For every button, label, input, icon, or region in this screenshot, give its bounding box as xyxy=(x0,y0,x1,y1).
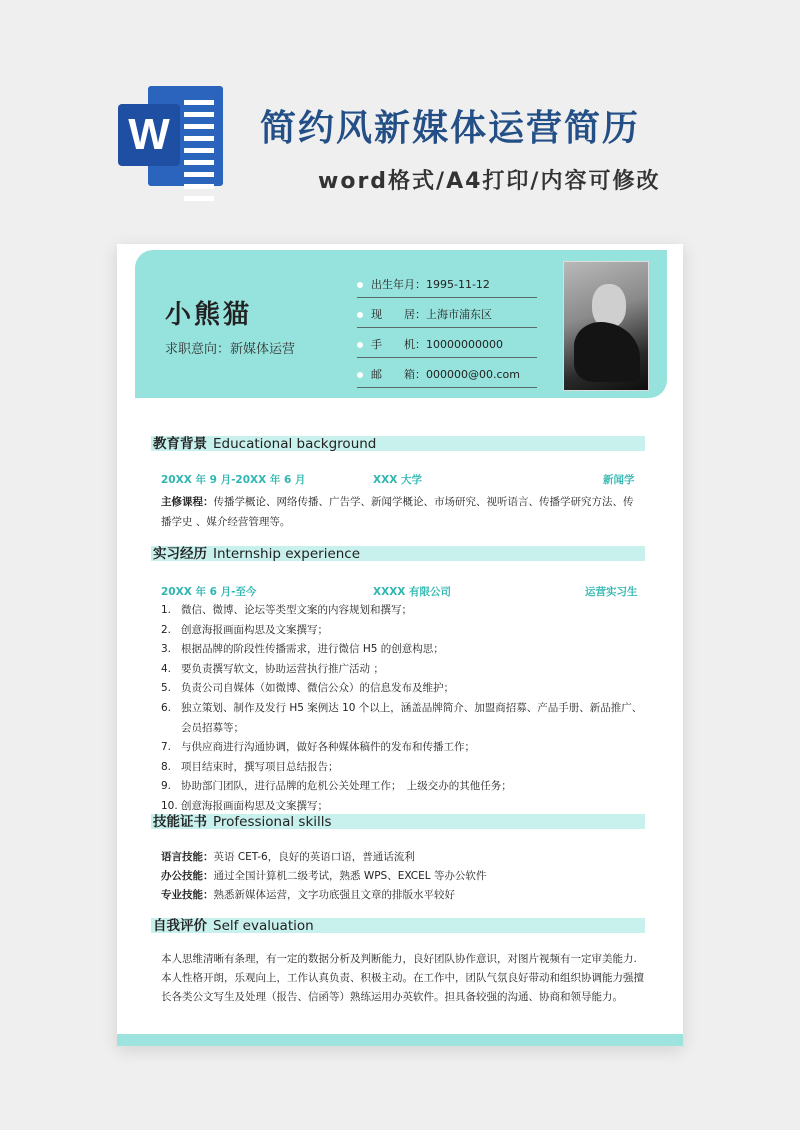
bullet-dot-icon xyxy=(357,312,363,318)
banner-title: 简约风新媒体运营简历 xyxy=(260,108,641,149)
list-item: 2. 创意海报画面构思及文案撰写； xyxy=(161,623,328,636)
list-item: 10. 创意海报画面构思及文案撰写； xyxy=(161,799,328,812)
list-item: 5. 负责公司自媒体（如微博、微信公众）的信息发布及维护； xyxy=(161,682,454,695)
internship-duties xyxy=(161,601,645,817)
banner-subtitle: word格式/A4打印/内容可修改 xyxy=(318,169,661,194)
internship-role: 运营实习生 xyxy=(585,586,638,598)
education-courses: 主修课程：传播学概论、网络传播、广告学、新闻学概论、市场研究、视听语言、传播学研究方法、传 播学史 、媒介经营管理等。 xyxy=(161,496,634,528)
list-item: 7. 与供应商进行沟通协调，做好各种媒体稿件的发布和传播工作； xyxy=(161,741,475,754)
education-date: 20XX 年 9 月-20XX 年 6 月 xyxy=(161,474,306,486)
info-address: 现 居：上海市浦东区 xyxy=(357,302,537,328)
skill-row: 语言技能：英语 CET-6，良好的英语口语，普通话流利 xyxy=(161,851,415,863)
education-school: XXX 大学 xyxy=(373,474,422,486)
internship-date: 20XX 年 6 月-至今 xyxy=(161,586,257,598)
page-bottom-band xyxy=(117,1034,683,1046)
section-title-internship: 实习经历 Internship experience xyxy=(153,546,361,562)
section-title-skills: 技能证书 Professional skills xyxy=(153,814,332,830)
list-item: 3. 根据品牌的阶段性传播需求，进行微信 H5 的创意构思； xyxy=(161,643,444,656)
bullet-dot-icon xyxy=(357,372,363,378)
bullet-dot-icon xyxy=(357,282,363,288)
section-title-education: 教育背景 Educational background xyxy=(153,436,377,452)
candidate-name: 小熊猫 xyxy=(165,300,253,330)
list-item: 1. 微信、微博、论坛等类型文案的内容规划和撰写； xyxy=(161,604,412,616)
word-icon xyxy=(118,86,223,186)
skill-row: 办公技能：通过全国计算机二级考试，熟悉 WPS、EXCEL 等办公软件 xyxy=(161,870,487,882)
info-phone: 手 机：10000000000 xyxy=(357,332,537,358)
profile-header xyxy=(135,250,667,398)
section-title-self: 自我评价 Self evaluation xyxy=(153,918,314,934)
list-item: 6. 独立策划、制作及发行 H5 案例达 10 个以上，涵盖品牌简介、加盟商招募、产品手册、新品推广、会员招募等； xyxy=(161,701,643,734)
resume-page xyxy=(117,244,683,1046)
internship-company: XXXX 有限公司 xyxy=(373,586,452,598)
word-logo-letter: W xyxy=(118,104,180,166)
list-item: 9. 协助部门团队，进行品牌的危机公关处理工作； 上级交办的其他任务； xyxy=(161,780,512,793)
contact-info xyxy=(357,272,537,392)
skills-list xyxy=(161,848,486,905)
education-major: 新闻学 xyxy=(603,474,635,486)
self-evaluation-text: 本人思维清晰有条理，有一定的数据分析及判断能力，良好团队协作意识，对图片视频有一定审美能力.本人性格开朗，乐观向上，工作认真负责、积极主动。在工作中，团队气氛良好带动和组织协调能力强擅长各类公文写生及处理（报告、信函等）熟练运用办英软件。担具备较强的沟通、协商和领导能力。 xyxy=(161,953,644,1003)
profile-photo xyxy=(563,261,649,391)
list-item: 8. 项目结束时，撰写项目总结报告； xyxy=(161,760,339,773)
info-email: 邮 箱：000000@00.com xyxy=(357,362,537,388)
list-item: 4. 要负责撰写软文，协助运营执行推广活动 ； xyxy=(161,662,384,675)
bullet-dot-icon xyxy=(357,342,363,348)
skill-row: 专业技能：熟悉新媒体运营，文字功底强且文章的排版水平较好 xyxy=(161,889,455,901)
job-intent: 求职意向：新媒体运营 xyxy=(165,342,296,357)
info-birth: 出生年月：1995-11-12 xyxy=(357,272,537,298)
